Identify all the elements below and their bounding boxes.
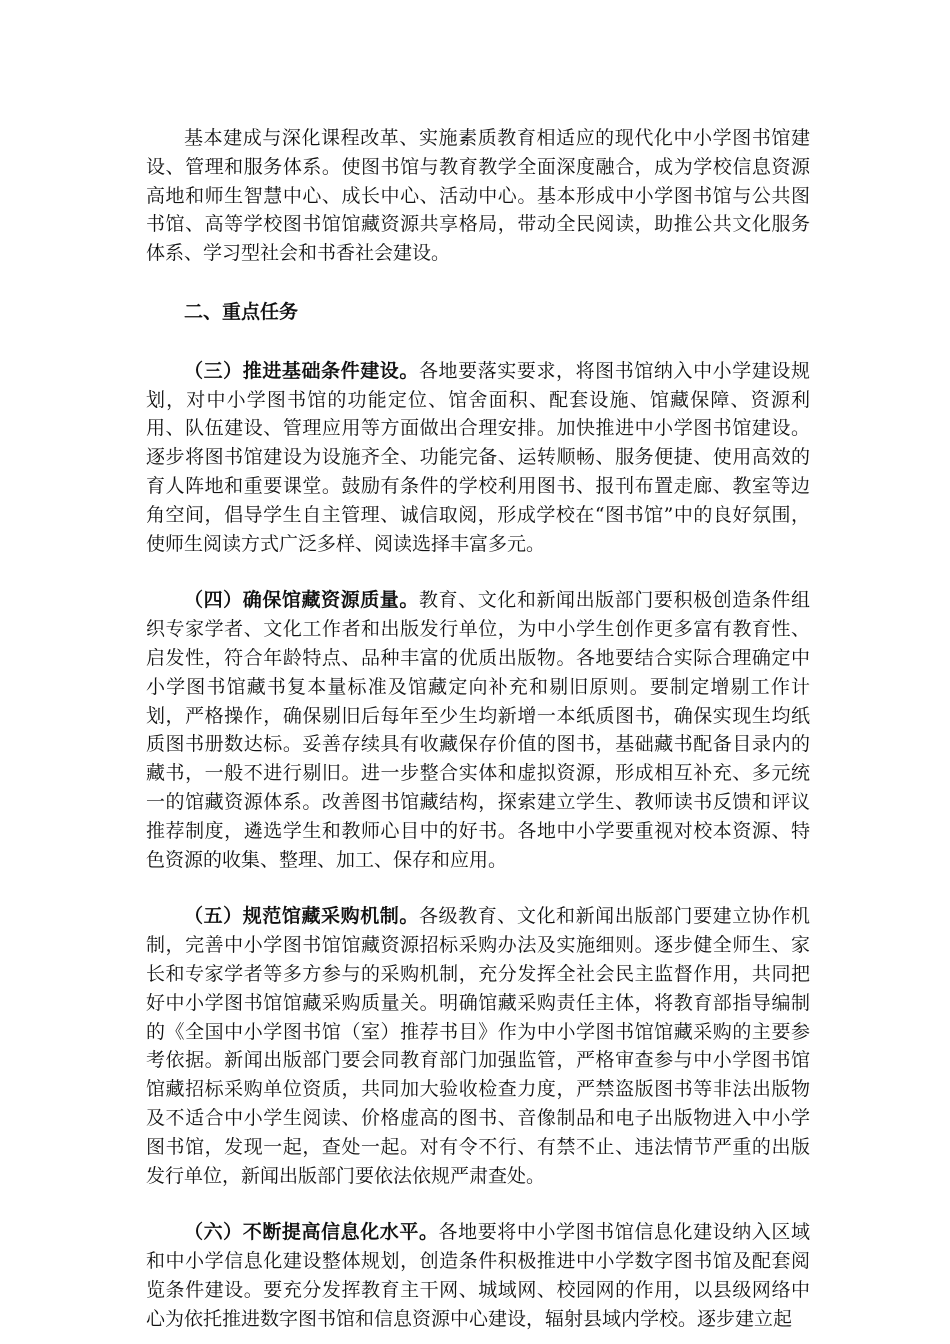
spacer [146,327,810,357]
task-paragraph-3 [146,357,810,559]
task-lead-6: （六）不断提高信息化水平。 [184,1221,439,1244]
task-body-3: 各地要落实要求，将图书馆纳入中小学建设规划，对中小学图书馆的功能定位、馆舍面积、配套设施、馆藏保障、资源利用、队伍建设、管理应用等方面做出合理安排。加快推进中小学图书馆建设。逐步将图书馆建设为设施齐全、功能完备、运转顺畅、服务便捷、使用高效的育人阵地和重要课堂。鼓励有条件的学校利用图书、报刊布置走廊、教室等边角空间，倡导学生自主管理、诚信取阅，形成学校在“图书馆”中的良好氛围，使师生阅读方式广泛多样、阅读选择丰富多元。 [146,359,810,555]
spacer [146,874,810,902]
spacer [146,1190,810,1218]
section-heading: 二、重点任务 [184,300,299,323]
spacer [146,558,810,586]
task-paragraph-5 [146,902,810,1190]
task-body-5: 各级教育、文化和新闻出版部门要建立协作机制，完善中小学图书馆馆藏资源招标采购办法及实施细则。逐步健全师生、家长和专家学者等多方参与的采购机制，充分发挥全社会民主监督作用，共同把好中小学图书馆馆藏采购质量关。明确馆藏采购责任主体，将教育部指导编制的《全国中小学图书馆（室）推荐书目》作为中小学图书馆馆藏采购的主要参考依据。新闻出版部门要会同教育部门加强监管，严格审查参与中小学图书馆馆藏招标采购单位资质，共同加大验收检查力度，严禁盗版图书等非法出版物及不适合中小学生阅读、价格虚高的图书、音像制品和电子出版物进入中小学图书馆，发现一起，查处一起。对有令不行、有禁不止、违法情节严重的出版发行单位，新闻出版部门要依法依规严肃查处。 [146,905,810,1187]
task-lead-5: （五）规范馆藏采购机制。 [184,905,419,928]
document-page [146,124,810,1333]
task-body-6: 各地要将中小学图书馆信息化建设纳入区域和中小学信息化建设整体规划，创造条件积极推进中小学数字图书馆及配套阅览条件建设。要充分发挥教育主干网、城域网、校园网的作用，以县级网络中心为依托推进数字图书馆和信息资源中心建设，辐射县域内学校。逐步建立起 [146,1221,810,1330]
intro-paragraph: 基本建成与深化课程改革、实施素质教育相适应的现代化中小学图书馆建设、管理和服务体系。使图书馆与教育教学全面深度融合，成为学校信息资源高地和师生智慧中心、成长中心、活动中心。基本形成中小学图书馆与公共图书馆、高等学校图书馆馆藏资源共享格局，带动全民阅读，助推公共文化服务体系、学习型社会和书香社会建设。 [146,127,810,265]
task-lead-4: （四）确保馆藏资源质量。 [184,589,419,612]
task-paragraph-4 [146,586,810,874]
spacer [146,268,810,298]
task-lead-3: （三）推进基础条件建设。 [184,359,419,382]
task-paragraph-6 [146,1218,810,1333]
task-body-4: 教育、文化和新闻出版部门要积极创造条件组织专家学者、文化工作者和出版发行单位，为中小学生创作更多富有教育性、启发性，符合年龄特点、品种丰富的优质出版物。各地要结合实际合理确定中小学图书馆藏书复本量标准及馆藏定向补充和剔旧原则。要制定增剔工作计划，严格操作，确保剔旧后每年至少生均新增一本纸质图书，确保实现生均纸质图书册数达标。妥善存续具有收藏保存价值的图书，基础藏书配备目录内的藏书，一般不进行剔旧。进一步整合实体和虚拟资源，形成相互补充、多元统一的馆藏资源体系。改善图书馆藏结构，探索建立学生、教师读书反馈和评议推荐制度，遴选学生和教师心目中的好书。各地中小学要重视对校本资源、特色资源的收集、整理、加工、保存和应用。 [146,589,810,871]
